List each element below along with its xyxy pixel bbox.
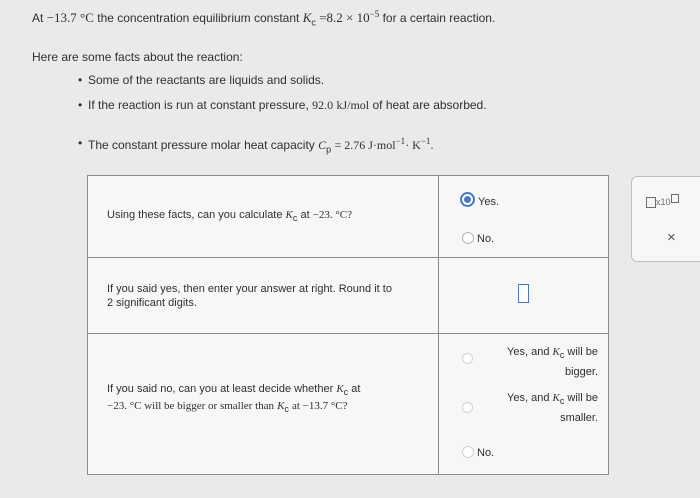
q3-ksub: c: [343, 387, 349, 398]
intro-exp: −5: [369, 9, 380, 19]
q3-line1a: If you said no, can you at least decide whether: [107, 383, 334, 395]
q2-line1: If you said yes, then enter your answer at right. Round it to: [107, 283, 392, 295]
fact-2-post: of heat are absorbed.: [372, 98, 487, 112]
intro-suffix: for a certain reaction.: [382, 11, 496, 25]
fact-3: [88, 136, 433, 154]
fact-3-pre: The constant pressure molar heat capacity: [88, 138, 315, 152]
facts-title: Here are some facts about the reaction:: [32, 50, 243, 64]
q1-yes-option[interactable]: [460, 192, 499, 208]
radio-selected-icon[interactable]: [460, 192, 475, 207]
fact-1: [88, 73, 324, 87]
q3-opt2-k: K: [552, 392, 560, 404]
q2-line2: 2 significant digits.: [107, 297, 197, 309]
q3-line2b: at −13.7 °C?: [291, 400, 348, 413]
x10-label: x10: [656, 197, 671, 207]
q3-smaller-option[interactable]: [486, 390, 598, 427]
question-3: [107, 382, 360, 416]
q3-ksub-2: c: [284, 404, 289, 415]
intro-k: K: [302, 10, 312, 25]
fact-3-eq: = 2.76 J·mol: [334, 138, 396, 152]
grid-divider-1: [88, 257, 608, 258]
q3-opt1b: will be: [567, 346, 598, 358]
answer-input[interactable]: [518, 284, 529, 303]
q1-no-option[interactable]: [462, 232, 494, 245]
intro-mid: the concentration equilibrium constant: [97, 11, 300, 25]
radio-icon[interactable]: [462, 232, 474, 244]
radio-icon[interactable]: [462, 446, 474, 458]
fact-3-exp1: −1: [395, 136, 406, 146]
intro-prefix: At: [32, 11, 44, 25]
grid-divider-2: [88, 333, 608, 334]
fact-3-csub: p: [326, 144, 332, 155]
q3-line2a: −23. °C will be bigger or smaller than: [107, 400, 275, 413]
fact-3-dot: · K: [405, 138, 421, 152]
q3-opt2b: will be: [567, 392, 598, 404]
grid-divider-vertical: [438, 176, 439, 474]
q3-k: K: [336, 383, 344, 395]
q3-opt1-ksub: c: [559, 350, 565, 361]
fact-3-c: C: [318, 138, 327, 152]
answer-tools-panel: [631, 176, 700, 262]
fact-2-value: 92.0: [312, 98, 334, 112]
q3-bigger-radio[interactable]: [462, 353, 473, 364]
intro-temp: −13.7 °C: [46, 10, 94, 25]
fact-2-unit: kJ/mol: [336, 98, 370, 112]
question-grid: [87, 175, 609, 475]
q3-opt1-k: K: [552, 346, 560, 358]
q1-ksub: c: [292, 213, 298, 224]
q3-bigger-option[interactable]: [486, 344, 598, 381]
x10-exponent-icon[interactable]: [646, 193, 679, 208]
fact-3-end: .: [430, 138, 434, 152]
q3-opt1c: bigger.: [564, 366, 598, 379]
q1-pre: Using these facts, can you calculate: [107, 209, 283, 221]
q1-at: at: [300, 209, 310, 221]
question-2: [107, 282, 392, 310]
q3-opt2-ksub: c: [559, 396, 565, 407]
q3-no-label: No.: [477, 447, 495, 459]
intro-ksub: c: [311, 17, 316, 28]
question-1: [107, 208, 352, 225]
fact-1-text: Some of the reactants are liquids and solids.: [88, 73, 325, 87]
fact-2: [88, 98, 487, 113]
q3-k-2: K: [277, 400, 285, 413]
q3-line1b: at: [351, 383, 361, 395]
q1-k: K: [285, 209, 293, 221]
q3-smaller-radio[interactable]: [462, 402, 473, 413]
q1-temp: −23. °C?: [312, 209, 353, 221]
q3-opt1a: Yes, and: [507, 346, 550, 358]
close-icon[interactable]: ×: [667, 229, 676, 246]
fact-3-exp2: −1: [420, 136, 431, 146]
q3-opt2a: Yes, and: [507, 392, 550, 404]
q1-yes-label: Yes.: [478, 196, 500, 208]
q3-opt2c: smaller.: [560, 412, 598, 425]
problem-intro: [32, 9, 495, 27]
q1-no-label: No.: [477, 233, 495, 245]
intro-eq: =8.2 × 10: [319, 10, 370, 25]
q3-no-option[interactable]: [462, 446, 494, 459]
fact-2-pre: If the reaction is run at constant pressure,: [88, 98, 309, 112]
